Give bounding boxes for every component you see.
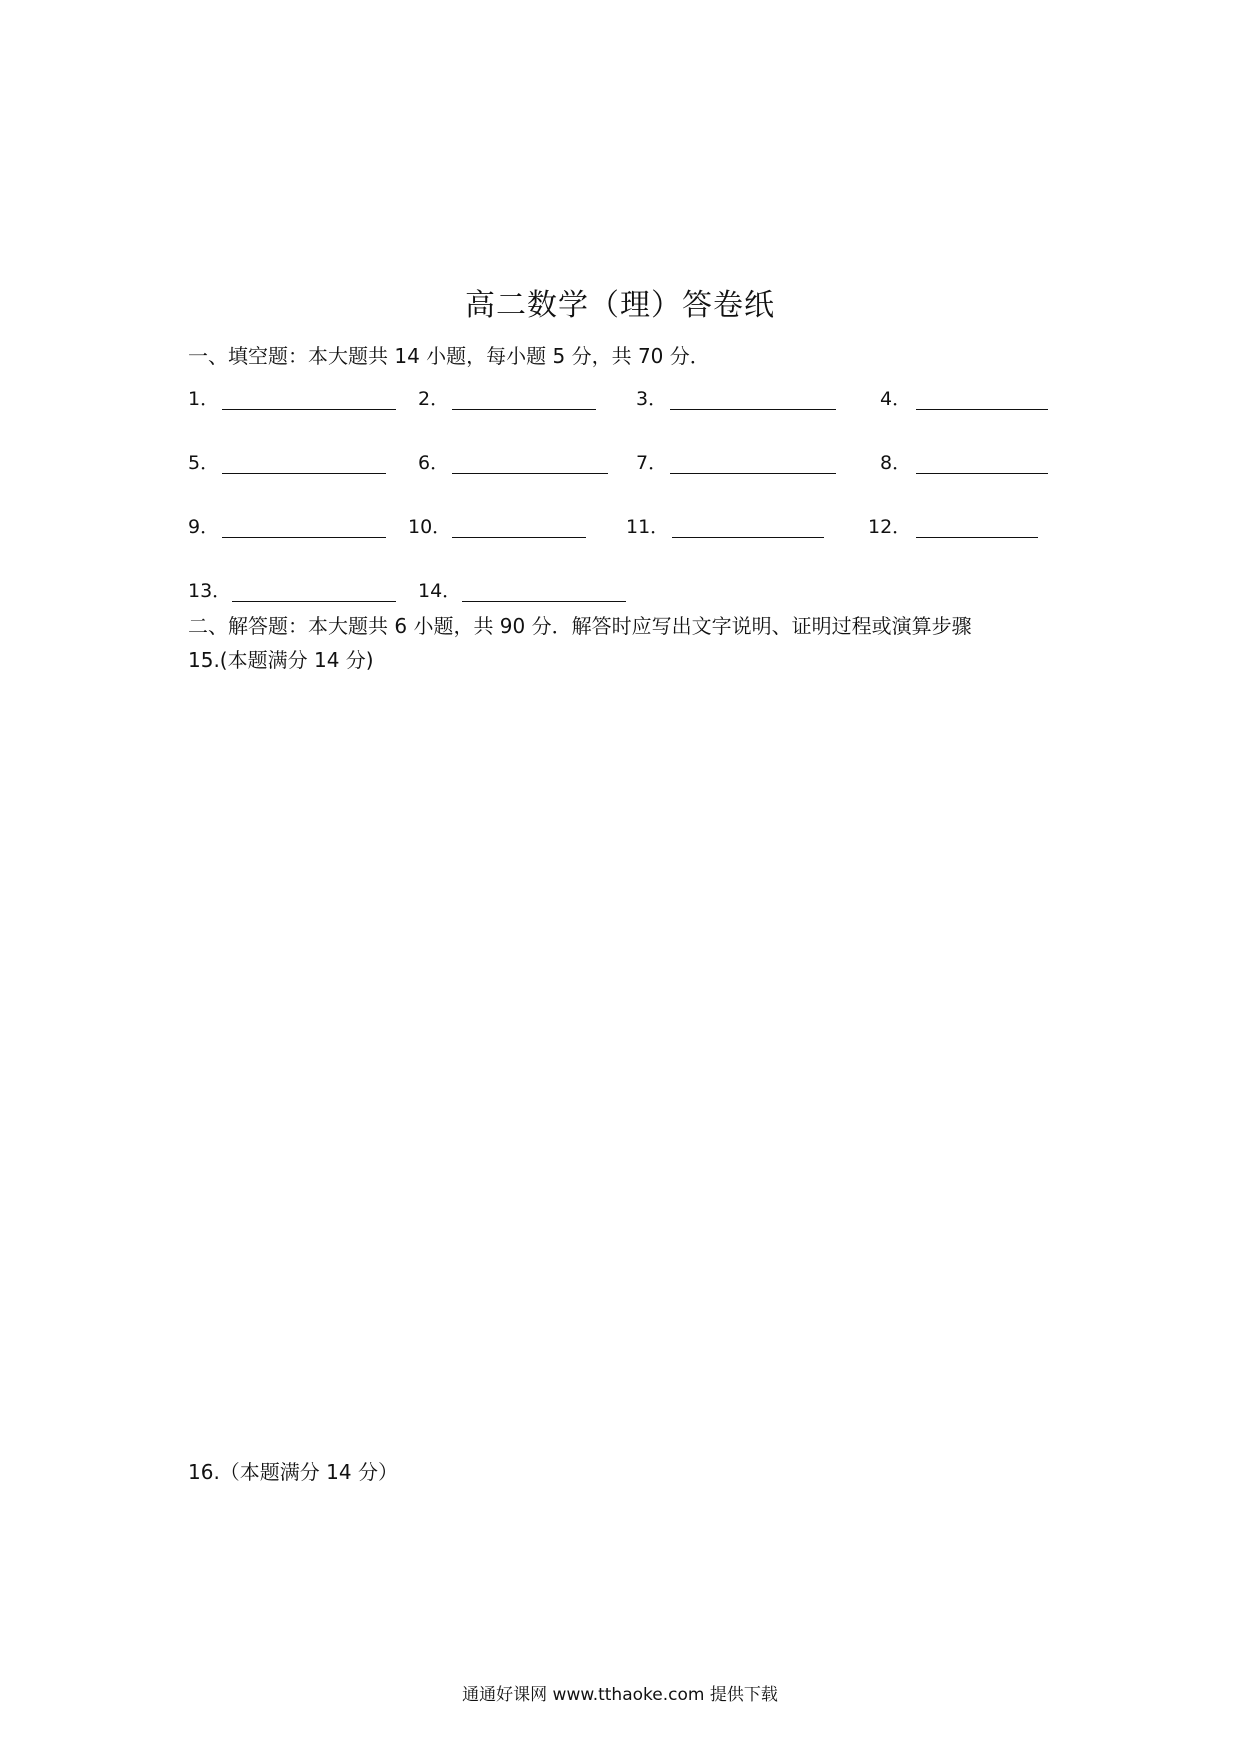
answer-line[interactable]	[232, 601, 396, 602]
blank-number: 2．	[418, 388, 450, 410]
page-title: 高二数学（理）答卷纸	[465, 288, 775, 323]
answer-line[interactable]	[222, 537, 386, 538]
blank-item[interactable]	[418, 576, 628, 606]
blank-item[interactable]	[880, 448, 1050, 478]
blank-item[interactable]	[626, 512, 826, 542]
blank-number: 8．	[880, 452, 912, 474]
answer-line[interactable]	[916, 473, 1048, 474]
answer-line[interactable]	[452, 473, 608, 474]
blank-item[interactable]	[188, 512, 388, 542]
fill-row-2	[0, 448, 1240, 478]
answer-line[interactable]	[222, 473, 386, 474]
fill-row-1	[0, 384, 1240, 414]
question-16-answer-area[interactable]	[188, 1492, 1048, 1662]
blank-item[interactable]	[636, 384, 836, 414]
question-15-label: 15.(本题满分 14 分)	[188, 648, 374, 672]
section2-heading: 二、解答题：本大题共 6 小题，共 90 分．解答时应写出文字说明、证明过程或演算步骤	[188, 614, 972, 638]
blank-number: 4．	[880, 388, 912, 410]
blank-item[interactable]	[418, 384, 598, 414]
blank-item[interactable]	[188, 576, 398, 606]
blank-number: 1．	[188, 388, 220, 410]
section1-heading: 一、填空题：本大题共 14 小题，每小题 5 分，共 70 分．	[188, 344, 710, 368]
fill-row-3	[0, 512, 1240, 542]
answer-line[interactable]	[672, 537, 824, 538]
blank-number: 14．	[418, 580, 462, 602]
answer-line[interactable]	[452, 537, 586, 538]
footer-source: 通通好课网 www.tthaoke.com 提供下载	[462, 1685, 778, 1705]
blank-number: 9．	[188, 516, 220, 538]
answer-line[interactable]	[670, 409, 836, 410]
answer-line[interactable]	[916, 409, 1048, 410]
answer-line[interactable]	[452, 409, 596, 410]
blank-number: 7．	[636, 452, 668, 474]
blank-number: 10．	[408, 516, 452, 538]
blank-item[interactable]	[880, 384, 1050, 414]
question-16-label: 16.（本题满分 14 分）	[188, 1460, 398, 1484]
blank-number: 6．	[418, 452, 450, 474]
answer-line[interactable]	[916, 537, 1038, 538]
answer-line[interactable]	[670, 473, 836, 474]
blank-number: 11．	[626, 516, 670, 538]
blank-item[interactable]	[418, 448, 608, 478]
blank-number: 5．	[188, 452, 220, 474]
answer-line[interactable]	[462, 601, 626, 602]
blank-item[interactable]	[188, 448, 388, 478]
blank-item[interactable]	[636, 448, 836, 478]
answer-line[interactable]	[222, 409, 396, 410]
blank-item[interactable]	[188, 384, 398, 414]
question-15-answer-area[interactable]	[188, 680, 1048, 1440]
blank-item[interactable]	[408, 512, 588, 542]
fill-row-4	[0, 576, 1240, 606]
blank-item[interactable]	[868, 512, 1040, 542]
blank-number: 13．	[188, 580, 232, 602]
blank-number: 3．	[636, 388, 668, 410]
blank-number: 12．	[868, 516, 912, 538]
